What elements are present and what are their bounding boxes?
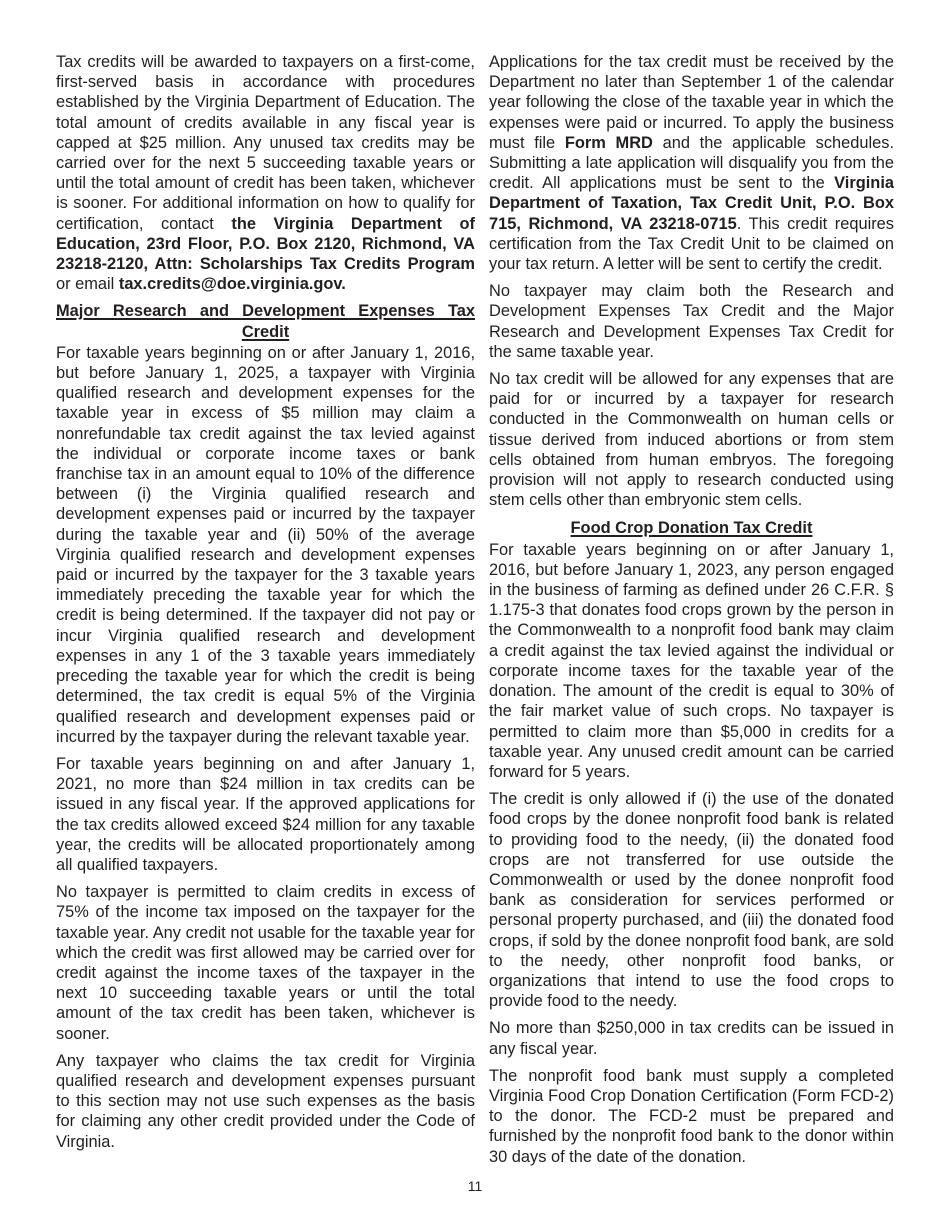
right-column bbox=[489, 52, 894, 1174]
no-double-claim-paragraph: No taxpayer may claim both the Research and Development Expenses Tax Credit and the Major Research and Development Expenses Tax Credit for the same taxable year. bbox=[489, 282, 894, 361]
major-rd-paragraph-1: For taxable years beginning on or after January 1, 2016, but before January 1, 2025, a taxpayer with Virginia qualified research and development expenses for the taxable year in excess of $5 million may claim a nonrefundable tax credit against the tax levied against the individual or corporate income taxes or bank franchise tax in an amount equal to 10% of the difference between (i) the Virginia qualified research and development expenses paid or incurred by the taxpayer during the taxable year and (ii) 50% of the average Virginia qualified research and development expenses paid or incurred by the taxpayer for the 3 taxable years immediately preceding the taxable year for which the credit is being determined. If the taxpayer did not pay or incur Virginia qualified research and development expenses in any 1 of the 3 taxable years immediately preceding the taxable year for which the credit is being determined, the tax credit is equal 5% of the Virginia qualified research and development expenses paid or incurred by the taxpayer during the relevant taxable year. bbox=[56, 343, 475, 746]
food-crop-paragraph-4: The nonprofit food bank must supply a completed Virginia Food Crop Donation Certification (Form FCD-2) to the donor. The FCD-2 must be prepared and furnished by the nonprofit food bank to the donor within 30 days of the date of the donation. bbox=[489, 1066, 894, 1166]
stem-cell-restriction-paragraph: No tax credit will be allowed for any expenses that are paid for or incurred by a taxpayer for research conducted in the Commonwealth on human cells or tissue derived from induced abortions or from stem cells obtained from human embryos. The foregoing provision will not apply to research conducted using stem cells other than embryonic stem cells. bbox=[489, 370, 894, 510]
tax-credit-unit-address: Virginia Department of Taxation, Tax Credit Unit, P.O. Box 715, Richmond, VA 23218-0715 bbox=[489, 174, 894, 233]
paragraph-text: . This credit requires certification from the Tax Credit Unit to be claimed on your tax return. A letter will be sent to certify the credit. bbox=[489, 214, 894, 274]
left-column bbox=[56, 52, 475, 1159]
form-mrd-label: Form MRD bbox=[564, 133, 653, 152]
food-crop-paragraph-3: No more than $250,000 in tax credits can be issued in any fiscal year. bbox=[489, 1019, 894, 1058]
paragraph-text: or email bbox=[56, 275, 119, 294]
paragraph-text: Applications for the tax credit must be received by the Department no later than September 1 of the calendar year following the close of the taxable year in which the expenses were paid or incurred. To apply the business must file bbox=[489, 53, 894, 152]
paragraph-text: Tax credits will be awarded to taxpayers on a first-come, first-served basis in accordance with procedures established by the Virginia Department of Education. The total amount of credits available in any fiscal year is capped at $25 million. Any unused tax credits may be carried over for the next 5 succeeding taxable years or until the total amount of credit has been taken, whichever is sooner. For additional information on how to qualify for certification, contact bbox=[56, 53, 475, 233]
section-heading-major-rd: Major Research and Development Expenses Tax Credit bbox=[56, 302, 475, 341]
doe-contact-email: tax.credits@doe.virginia.gov. bbox=[118, 275, 346, 294]
food-crop-paragraph-1: For taxable years beginning on or after January 1, 2016, but before January 1, 2023, any person engaged in the business of farming as defined under 26 C.F.R. § 1.175-3 that donates food crops grown by the person in the Commonwealth to a nonprofit food bank may claim a credit against the tax levied against the individual or corporate income taxes for the taxable year of the donation. The amount of the credit is equal to 30% of the fair market value of such crops. No taxpayer is permitted to claim more than $5,000 in credits for a taxable year. Any unused credit amount can be carried forward for 5 years. bbox=[489, 540, 894, 781]
food-crop-paragraph-2: The credit is only allowed if (i) the use of the donated food crops by the donee nonprofit food bank is related to providing food to the needy, (ii) the donated food crops are not transferred for use outside the Commonwealth or used by the donee nonprofit food bank as consideration for services performed or personal property purchased, and (iii) the donated food crops, if sold by the donee nonprofit food bank, are sold to the needy, other nonprofit food banks, or organizations that intend to use the food crops to provide food to the needy. bbox=[489, 790, 894, 1011]
doe-contact-address: the Virginia Department of Education, 23rd Floor, P.O. Box 2120, Richmond, VA 23218-2120, Attn: Scholarships Tax Credits Program bbox=[56, 214, 475, 274]
major-rd-paragraph-2: For taxable years beginning on and after January 1, 2021, no more than $24 million in tax credits can be issued in any fiscal year. If the approved applications for the tax credits allowed exceed $24 million for any taxable year, the credits will be allocated proportionately among all qualified taxpayers. bbox=[56, 754, 475, 874]
paragraph-text: and the applicable schedules. Submitting a late application will disqualify you from the credit. All applications must be sent to the bbox=[489, 133, 894, 193]
major-rd-paragraph-4: Any taxpayer who claims the tax credit for Virginia qualified research and development expenses pursuant to this section may not use such expenses as the basis for claiming any other credit provided under the Code of Virginia. bbox=[56, 1051, 475, 1151]
applications-paragraph bbox=[489, 52, 894, 274]
scholarship-credit-paragraph bbox=[56, 52, 475, 294]
page-number: 11 bbox=[467, 1178, 483, 1194]
major-rd-paragraph-3: No taxpayer is permitted to claim credits in excess of 75% of the income tax imposed on the taxpayer for the taxable year. Any credit not usable for the taxable year for which the credit was first allowed may be carried over for credit against the income taxes of the taxpayer in the next 10 succeeding taxable years or until the total amount of the tax credit has been taken, whichever is sooner. bbox=[56, 883, 475, 1043]
section-heading-food-crop: Food Crop Donation Tax Credit bbox=[570, 519, 813, 538]
